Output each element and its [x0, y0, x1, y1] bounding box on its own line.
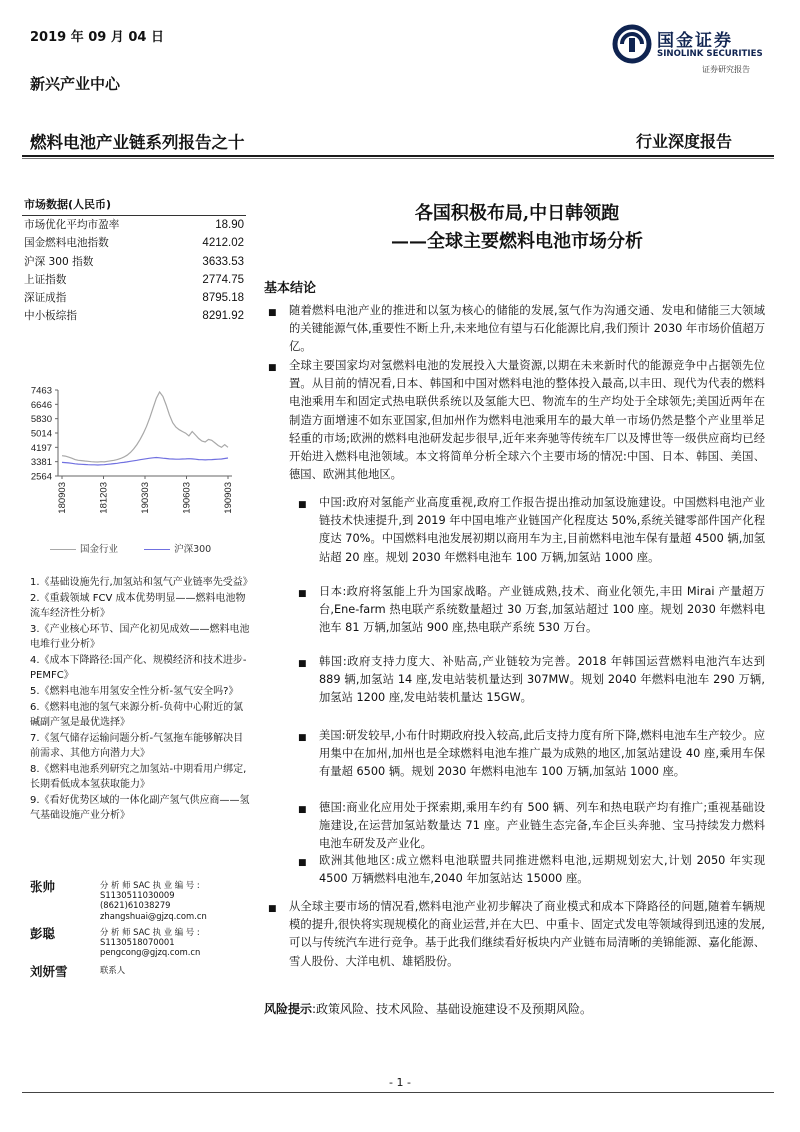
x-tick-label: 190303 — [140, 482, 151, 514]
page-number: - 1 - — [389, 1076, 411, 1089]
market-usa: 美国:研发较早,小布什时期政府投入较高,此后支持力度有所下降,燃料电池车生产较少。应用集中在加州,加州也是全球燃料电池车推广最为成熟的地区,加氢站建设 40 座,乘用车保有量超 6500 辆。规划 2030 年燃料电池车 100 万辆,加氢站 1000 座。 — [319, 729, 765, 779]
report-type: 行业深度报告 — [636, 132, 733, 151]
analyst-sac-number: S1130511030009 — [100, 890, 175, 901]
analyst-sac-number: S1130518070001 — [100, 937, 175, 948]
bullet-icon: ■ — [268, 904, 277, 914]
market-label: 上证指数 — [24, 273, 67, 286]
market-label: 市场优化平均市盈率 — [24, 219, 120, 231]
bullet-icon: ■ — [268, 308, 277, 318]
market-label: 国金燃料电池指数 — [24, 237, 109, 250]
report-title-line: 各国积极布局,中日韩领跑 — [414, 203, 620, 224]
report-title — [262, 200, 772, 256]
market-value: 18.90 — [215, 219, 244, 231]
related-report[interactable]: 7.《氢气储存运输问题分析-气氢拖车能够解决目前需求、其他方向潜力大》 — [30, 733, 244, 759]
market-row — [22, 216, 246, 234]
series-title: 燃料电池产业链系列报告之十 — [30, 133, 245, 152]
related-report[interactable]: 3.《产业核心环节、国产化初见成效——燃料电池电堆行业分析》 — [30, 624, 250, 650]
related-report[interactable]: 2.《重载领域 FCV 成本优势明显——燃料电池物流车经济性分析》 — [30, 593, 246, 619]
market-value: 3633.53 — [202, 255, 244, 268]
y-tick-label: 2564 — [30, 471, 52, 483]
header-divider — [22, 155, 774, 157]
x-tick-label: 181203 — [98, 482, 110, 514]
risk-warning — [264, 1000, 592, 1017]
market-row — [22, 234, 246, 252]
market-label: 沪深 300 指数 — [24, 255, 94, 268]
legend-swatch-csi300 — [144, 549, 170, 550]
analyst-name: 张帅 — [30, 879, 56, 894]
legend-swatch-industry — [50, 549, 76, 550]
y-tick-label: 7463 — [30, 385, 52, 397]
header-divider-thin — [22, 158, 774, 159]
analyst-sac-label: 分 析 师 SAC 执 业 编 号 : — [100, 927, 200, 937]
analyst-email[interactable]: zhangshuai@gjzq.com.cn — [100, 910, 207, 921]
y-tick-label: 5830 — [30, 414, 52, 426]
market-japan: 日本:政府将氢能上升为国家战略。产业链成熟,技术、商业化领先,丰田 Mirai 产量超万台,Ene-farm 热电联产系统数量超过 30 万套,加氢站超过 100 座。规划 2030 年燃料电池车 81 万辆,加氢站 900 座,热电联产系统 530 万台。 — [319, 585, 765, 635]
chart-legend — [50, 541, 211, 555]
market-europe-other: 欧洲其他地区:成立燃料电池联盟共同推进燃料电池,远期规划宏大,计划 2050 年实现 4500 万辆燃料电池车,2040 年加氢站达 15000 座。 — [319, 854, 765, 886]
market-china: 中国:政府对氢能产业高度重视,政府工作报告提出推动加氢设施建设。中国燃料电池产业链技术快速提升,到 2019 年中国电堆产业链国产化程度达 50%,系统关键零部件国产化程度达 70%。中国燃料电池发展初期以商用车为主,目前燃料电池车保有量超 4500 辆,加氢站超 20 座。规划 2030 年燃料电池车 100 万辆,加氢站 1000 座。 — [319, 496, 765, 564]
related-report[interactable]: 4.《成本下降路径:国产化、规模经济和技术进步-PEMFC》 — [30, 655, 247, 681]
risk-text: :政策风险、技术风险、基础设施建设不及预期风险。 — [312, 1002, 593, 1016]
analyst-email[interactable]: pengcong@gjzq.com.cn — [100, 947, 201, 958]
legend-label-industry: 国金行业 — [80, 544, 119, 555]
bullet-icon: ■ — [298, 500, 307, 510]
analyst-role: 联系人 — [100, 965, 126, 975]
section-heading: 基本结论 — [264, 281, 317, 296]
market-row — [22, 253, 246, 271]
bullet-icon: ■ — [298, 805, 307, 815]
bullet-icon: ■ — [268, 363, 277, 373]
y-tick-label: 6646 — [30, 399, 52, 411]
market-value: 4212.02 — [202, 237, 244, 250]
related-report[interactable]: 8.《燃料电池系列研究之加氢站-中期看用户绑定,长期看低成本氢获取能力》 — [30, 764, 247, 790]
analyst-info — [100, 880, 207, 921]
analyst-info — [100, 927, 200, 958]
related-report[interactable]: 5.《燃料电池车用氢安全性分析-氢气安全吗?》 — [30, 686, 239, 697]
analyst-info — [100, 965, 125, 975]
bullet-icon: ■ — [298, 589, 307, 599]
x-tick-label: 180903 — [57, 482, 68, 514]
related-reports — [30, 575, 252, 824]
related-report[interactable]: 1.《基础设施先行,加氢站和氢气产业链率先受益》 — [30, 577, 253, 588]
related-report[interactable]: 9.《看好优势区域的一体化副产氢气供应商——氢气基础设施产业分析》 — [30, 795, 250, 821]
analyst-sac-label: 分 析 师 SAC 执 业 编 号 : — [100, 880, 200, 890]
market-row — [22, 307, 246, 325]
analyst-name: 刘妍雪 — [30, 964, 68, 979]
y-tick-label: 4197 — [30, 442, 52, 454]
report-date: 2019 年 09 月 04 日 — [30, 30, 164, 45]
sinolink-logo — [612, 24, 772, 64]
conclusion-paragraph: 从全球主要市场的情况看,燃料电池产业初步解决了商业模式和成本下降路径的问题,随着车辆规模的提升,很快将实现规模化的商业运营,并在大巴、中重卡、固定式发电等领域得到迅速的发展,可以与传统汽车进行竞争。基于此我们继续看好板块内产业链布局清晰的美锦能源、嘉化能源、雪人股份、大洋电机、雄韬股份。 — [289, 900, 765, 968]
logo-wordmark: 国金证券 — [657, 31, 733, 51]
y-tick-label: 3381 — [30, 457, 52, 469]
market-value: 2774.75 — [202, 273, 244, 286]
market-label: 深证成指 — [24, 292, 67, 305]
footer-divider — [22, 1092, 774, 1093]
sinolink-logo-icon — [612, 24, 652, 64]
analyst-name: 彭聪 — [30, 926, 56, 941]
analyst-phone: (8621)61038279 — [100, 900, 171, 911]
market-data-heading: 市场数据(人民币) — [22, 196, 246, 216]
report-category: 证券研究报告 — [702, 65, 750, 74]
research-center: 新兴产业中心 — [30, 75, 121, 93]
market-korea: 韩国:政府支持力度大、补贴高,产业链较为完善。2018 年韩国运营燃料电池汽车达到 889 辆,加氢站 14 座,发电站装机量达到 307MW。规划 2040 年燃料电池车 290 万辆,加氢站 1200 座,发电站装机量达 15GW。 — [319, 655, 765, 705]
bullet-icon: ■ — [298, 858, 307, 868]
market-value: 8291.92 — [202, 310, 244, 323]
series-line-industry — [62, 392, 228, 462]
y-tick-label: 5014 — [30, 428, 52, 440]
market-label: 中小板综指 — [24, 310, 77, 323]
x-tick-label: 190603 — [181, 482, 193, 514]
conclusion-paragraph: 全球主要国家均对氢燃料电池的发展投入大量资源,以期在未来新时代的能源竞争中占据领先位置。从目前的情况看,日本、韩国和中国对燃料电池的整体投入最高,以丰田、现代为代表的燃料电池乘用车和固定式热电联供系统以及氢能大巴、物流车的生产均处于全球领先;美国近两年在制造方面增速不如东亚国家,但加州作为燃料电池乘用车的最大单一市场仍然是整个产业里举足轻重的市场;欧洲的燃料电池研发起步很早,近年来奔驰等传统车厂以及博世等一级供应商均已经开始进入燃料电池领域。本文将简单分析全球六个主要市场的情况:中国、日本、韩国、美国、德国、欧洲其他地区。 — [289, 359, 765, 482]
logo-english: SINOLINK SECURITIES — [657, 49, 763, 59]
x-tick-label: 190903 — [223, 482, 234, 514]
legend-label-csi300: 沪深300 — [174, 544, 212, 555]
bullet-icon: ■ — [298, 659, 307, 669]
risk-label: 风险提示 — [264, 1002, 313, 1016]
market-germany: 德国:商业化应用处于探索期,乘用车约有 500 辆、列车和热电联产均有推广;重视基础设施建设,在运营加氢站数量达 71 座。产业链生态完备,车企巨头奔驰、宝马持续发力燃料电池车研发及产业化。 — [319, 801, 765, 851]
market-row — [22, 271, 246, 289]
related-report[interactable]: 6.《燃料电池的氢气来源分析-负荷中心附近的氯碱副产氢是最优选择》 — [30, 702, 244, 728]
market-data-table — [22, 196, 246, 326]
bullet-icon: ■ — [298, 733, 307, 743]
conclusion-paragraph: 随着燃料电池产业的推进和以氢为核心的储能的发展,氢气作为沟通交通、发电和储能三大领域的关键能源气体,重要性不断上升,未来地位有望与石化能源比肩,我们预计 2030 年市场价值超万亿。 — [289, 304, 765, 354]
report-subtitle-line: ——全球主要燃料电池市场分析 — [391, 231, 643, 252]
market-value: 8795.18 — [202, 292, 244, 305]
market-row — [22, 289, 246, 307]
